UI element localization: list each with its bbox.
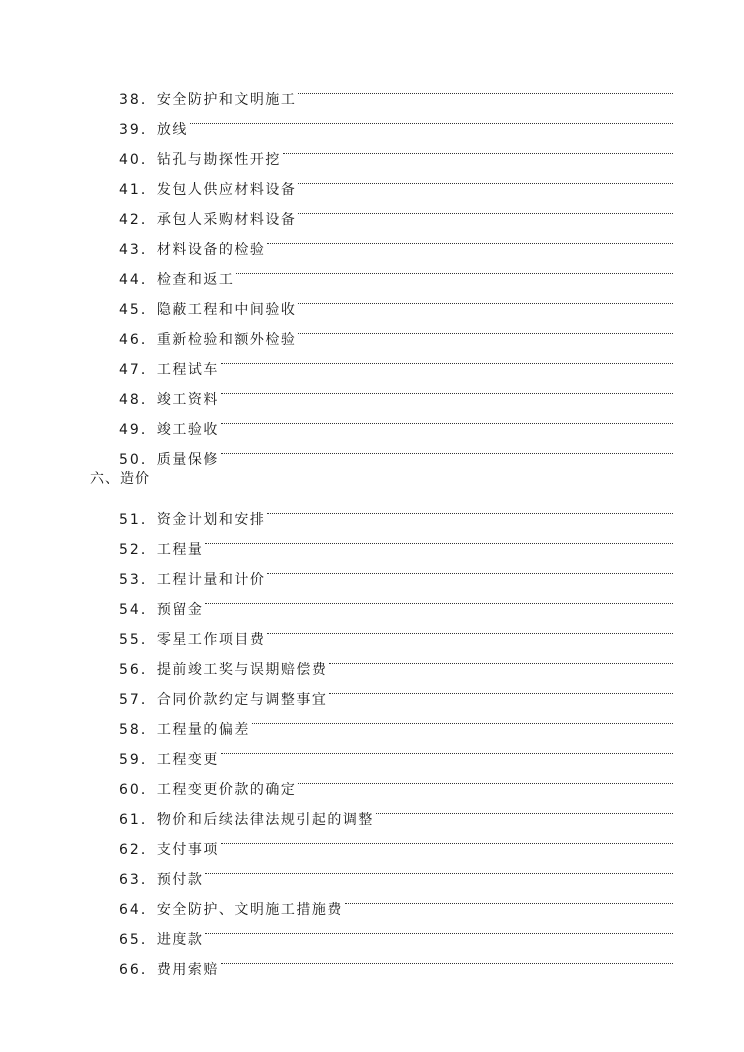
toc-entry-number: 47． <box>119 362 157 378</box>
toc-entry[interactable] <box>0 644 744 678</box>
dot-leader <box>221 434 673 464</box>
toc-entry[interactable] <box>0 74 744 108</box>
toc-entry[interactable] <box>0 764 744 798</box>
toc-entry-number: 65． <box>119 932 157 948</box>
toc-entry-title: 隐蔽工程和中间验收 <box>156 302 297 318</box>
toc-entry-number: 53． <box>119 572 157 588</box>
dot-leader <box>329 644 673 674</box>
dot-leader <box>221 944 673 974</box>
toc-entry[interactable] <box>0 194 744 228</box>
toc-entry-title: 放线 <box>156 122 188 138</box>
toc-entry[interactable] <box>0 944 744 978</box>
dot-leader <box>267 494 673 524</box>
toc-entry-number: 51． <box>119 512 157 528</box>
dot-leader <box>298 764 673 794</box>
toc-entry-number: 62． <box>119 842 157 858</box>
toc-entry-title: 物价和后续法律法规引起的调整 <box>156 812 374 828</box>
toc-entry-title: 预留金 <box>156 602 204 618</box>
dot-leader <box>205 584 673 614</box>
toc-entry-title: 工程量 <box>156 542 204 558</box>
toc-entry[interactable] <box>0 884 744 918</box>
toc-entry-number: 59． <box>119 752 157 768</box>
toc-entry-number: 60． <box>119 782 157 798</box>
toc-entry-title: 预付款 <box>156 872 204 888</box>
toc-entry-number: 46． <box>119 332 157 348</box>
dot-leader <box>221 734 673 764</box>
dot-leader <box>298 194 673 224</box>
toc-entry-number: 41． <box>119 182 157 198</box>
toc-entry[interactable] <box>0 674 744 708</box>
toc-entry-title: 发包人供应材料设备 <box>156 182 297 198</box>
dot-leader <box>298 164 673 194</box>
toc-entry[interactable] <box>0 164 744 198</box>
toc-entry-title: 竣工验收 <box>156 422 219 438</box>
toc-entry-number: 64． <box>119 902 157 918</box>
toc-entry[interactable] <box>0 854 744 888</box>
toc-entry-number: 54． <box>119 602 157 618</box>
toc-entry-title: 进度款 <box>156 932 204 948</box>
toc-section-heading-row <box>0 464 744 494</box>
toc-entry-title: 重新检验和额外检验 <box>156 332 297 348</box>
dot-leader <box>205 524 673 554</box>
toc-entry-title: 工程变更价款的确定 <box>156 782 297 798</box>
toc-entry-number: 42． <box>119 212 157 228</box>
table-of-contents <box>0 74 744 978</box>
toc-entry-number: 43． <box>119 242 157 258</box>
dot-leader <box>345 884 673 914</box>
toc-entry-number: 57． <box>119 692 157 708</box>
toc-entry-number: 66． <box>119 962 157 978</box>
dot-leader <box>298 314 673 344</box>
toc-entry-number: 58． <box>119 722 157 738</box>
dot-leader <box>190 104 673 134</box>
toc-entry-number: 52． <box>119 542 157 558</box>
toc-entry[interactable] <box>0 824 744 858</box>
toc-entry-title: 工程变更 <box>156 752 219 768</box>
toc-entry-number: 50． <box>119 452 157 468</box>
toc-entry-title: 承包人采购材料设备 <box>156 212 297 228</box>
toc-entry-title: 质量保修 <box>156 452 219 468</box>
toc-entry[interactable] <box>0 914 744 948</box>
dot-leader <box>205 854 673 884</box>
toc-entry-number: 45． <box>119 302 157 318</box>
toc-entry-title: 工程计量和计价 <box>156 572 266 588</box>
toc-entry[interactable] <box>0 524 744 558</box>
toc-entry[interactable] <box>0 104 744 138</box>
dot-leader <box>221 344 673 374</box>
dot-leader <box>298 74 673 104</box>
toc-group-before <box>0 74 744 468</box>
toc-entry-number: 56． <box>119 662 157 678</box>
dot-leader <box>267 614 673 644</box>
toc-entry[interactable] <box>0 374 744 408</box>
toc-entry[interactable] <box>0 794 744 828</box>
dot-leader <box>329 674 673 704</box>
toc-entry-title: 安全防护、文明施工措施费 <box>156 902 343 918</box>
dot-leader <box>298 284 673 314</box>
toc-entry[interactable] <box>0 494 744 528</box>
dot-leader <box>267 224 673 254</box>
toc-entry[interactable] <box>0 584 744 618</box>
toc-entry-title: 工程试车 <box>156 362 219 378</box>
toc-entry-title: 材料设备的检验 <box>156 242 266 258</box>
dot-leader <box>205 914 673 944</box>
toc-entry[interactable] <box>0 254 744 288</box>
toc-entry-number: 49． <box>119 422 157 438</box>
toc-entry[interactable] <box>0 314 744 348</box>
toc-entry-number: 44． <box>119 272 157 288</box>
dot-leader <box>252 704 673 734</box>
toc-entry-title: 钻孔与勘探性开挖 <box>156 152 281 168</box>
dot-leader <box>236 254 673 284</box>
dot-leader <box>221 404 673 434</box>
toc-entry[interactable] <box>0 554 744 588</box>
toc-entry[interactable] <box>0 614 744 648</box>
toc-entry-number: 38． <box>119 92 157 108</box>
toc-entry-title: 支付事项 <box>156 842 219 858</box>
toc-entry-number: 61． <box>119 812 157 828</box>
toc-entry-title: 竣工资料 <box>156 392 219 408</box>
toc-entry[interactable] <box>0 704 744 738</box>
toc-entry[interactable] <box>0 434 744 468</box>
toc-entry[interactable] <box>0 134 744 168</box>
dot-leader <box>283 134 673 164</box>
toc-entry[interactable] <box>0 224 744 258</box>
toc-entry-title: 合同价款约定与调整事宜 <box>156 692 328 708</box>
toc-entry-number: 48． <box>119 392 157 408</box>
toc-entry[interactable] <box>0 404 744 438</box>
toc-entry-number: 55． <box>119 632 157 648</box>
toc-entry-title: 资金计划和安排 <box>156 512 266 528</box>
toc-entry-title: 安全防护和文明施工 <box>156 92 297 108</box>
toc-entry-title: 提前竣工奖与误期赔偿费 <box>156 662 328 678</box>
toc-entry[interactable] <box>0 734 744 768</box>
dot-leader <box>221 374 673 404</box>
toc-section-heading[interactable]: 六、造价 <box>90 471 150 487</box>
toc-entry[interactable] <box>0 344 744 378</box>
toc-entry-title: 费用索赔 <box>156 962 219 978</box>
toc-entry[interactable] <box>0 284 744 318</box>
dot-leader <box>221 824 673 854</box>
toc-entry-title: 检查和返工 <box>156 272 235 288</box>
dot-leader <box>376 794 673 824</box>
toc-entry-title: 工程量的偏差 <box>156 722 250 738</box>
toc-entry-title: 零星工作项目费 <box>156 632 266 648</box>
toc-entry-number: 40． <box>119 152 157 168</box>
toc-group-after <box>0 494 744 978</box>
dot-leader <box>267 554 673 584</box>
toc-entry-number: 63． <box>119 872 157 888</box>
toc-entry-number: 39． <box>119 122 157 138</box>
